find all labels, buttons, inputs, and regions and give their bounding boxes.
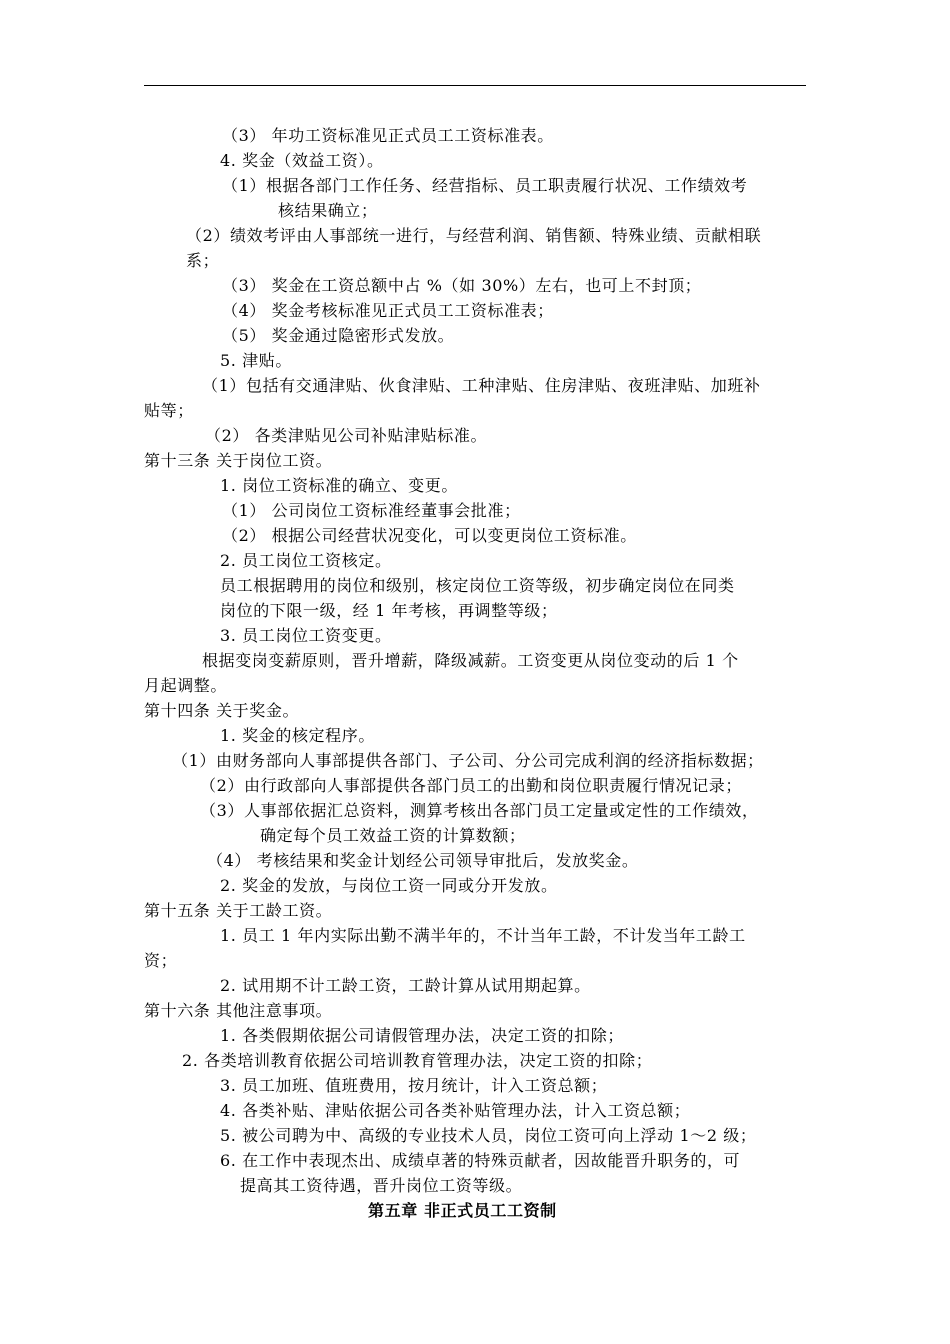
text-line: 6. 在工作中表现杰出、成绩卓著的特殊贡献者，因故能晋升职务的，可 (220, 1151, 741, 1170)
text-line: 2. 试用期不计工龄工资，工龄计算从试用期起算。 (220, 976, 591, 995)
text-line: 核结果确立； (278, 201, 378, 220)
text-line: 5. 被公司聘为中、高级的专业技术人员，岗位工资可向上浮动 1～2 级； (220, 1126, 757, 1145)
text-line: （1）根据各部门工作任务、经营指标、员工职责履行状况、工作绩效考 (222, 176, 748, 195)
text-line: （2）绩效考评由人事部统一进行，与经营利润、销售额、特殊业绩、贡献相联 (186, 226, 762, 245)
header-rule (144, 85, 806, 86)
text-line: （2） 各类津贴见公司补贴津贴标准。 (205, 426, 488, 445)
text-line: （3） 年功工资标准见正式员工工资标准表。 (222, 126, 554, 145)
chapter-title: 第五章 非正式员工工资制 (368, 1201, 557, 1220)
text-line: 系； (186, 251, 220, 270)
text-line: 1. 奖金的核定程序。 (220, 726, 375, 745)
text-line: 月起调整。 (144, 676, 228, 695)
text-line: 2. 员工岗位工资核定。 (220, 551, 392, 570)
text-line: 3. 员工加班、值班费用，按月统计，计入工资总额； (220, 1076, 608, 1095)
text-line: （1） 公司岗位工资标准经董事会批准； (222, 501, 521, 520)
text-line: （3） 奖金在工资总额中占 %（如 30%）左右，也可上不封顶； (222, 276, 702, 295)
text-line: 根据变岗变薪原则，晋升增薪，降级减薪。工资变更从岗位变动的后 1 个 (202, 651, 739, 670)
text-line: 4. 各类补贴、津贴依据公司各类补贴管理办法，计入工资总额； (220, 1101, 691, 1120)
text-line: （2） 根据公司经营状况变化，可以变更岗位工资标准。 (222, 526, 637, 545)
text-line: 1. 员工 1 年内实际出勤不满半年的，不计当年工龄，不计发当年工龄工 (220, 926, 746, 945)
section-heading: 第十六条 其他注意事项。 (144, 1001, 333, 1020)
text-line: （3）人事部依据汇总资料，测算考核出各部门员工定量或定性的工作绩效， (200, 801, 759, 820)
text-line: 岗位的下限一级，经 1 年考核，再调整等级； (220, 601, 558, 620)
text-line: （1）包括有交通津贴、伙食津贴、工种津贴、住房津贴、夜班津贴、加班补 (202, 376, 761, 395)
text-line: 3. 员工岗位工资变更。 (220, 626, 392, 645)
section-heading: 第十三条 关于岗位工资。 (144, 451, 333, 470)
text-line: 1. 各类假期依据公司请假管理办法，决定工资的扣除； (220, 1026, 624, 1045)
text-line: （5） 奖金通过隐密形式发放。 (222, 326, 455, 345)
text-line: 资； (144, 951, 178, 970)
text-line: 2. 奖金的发放，与岗位工资一同或分开发放。 (220, 876, 558, 895)
text-line: （1）由财务部向人事部提供各部门、子公司、分公司完成利润的经济指标数据； (172, 751, 764, 770)
text-line: 确定每个员工效益工资的计算数额； (260, 826, 526, 845)
text-line: （4） 考核结果和奖金计划经公司领导审批后，发放奖金。 (207, 851, 639, 870)
text-line: 4. 奖金（效益工资）。 (220, 151, 384, 170)
section-heading: 第十四条 关于奖金。 (144, 701, 300, 720)
text-line: 1. 岗位工资标准的确立、变更。 (220, 476, 458, 495)
text-line: 提高其工资待遇，晋升岗位工资等级。 (240, 1176, 523, 1195)
text-line: 员工根据聘用的岗位和级别，核定岗位工资等级，初步确定岗位在同类 (220, 576, 735, 595)
section-heading: 第十五条 关于工龄工资。 (144, 901, 333, 920)
text-line: （4） 奖金考核标准见正式员工工资标准表； (222, 301, 554, 320)
text-line: 5. 津贴。 (220, 351, 292, 370)
text-line: （2）由行政部向人事部提供各部门员工的出勤和岗位职责履行情况记录； (200, 776, 742, 795)
text-line: 贴等； (144, 401, 194, 420)
text-line: 2. 各类培训教育依据公司培训教育管理办法，决定工资的扣除； (182, 1051, 653, 1070)
